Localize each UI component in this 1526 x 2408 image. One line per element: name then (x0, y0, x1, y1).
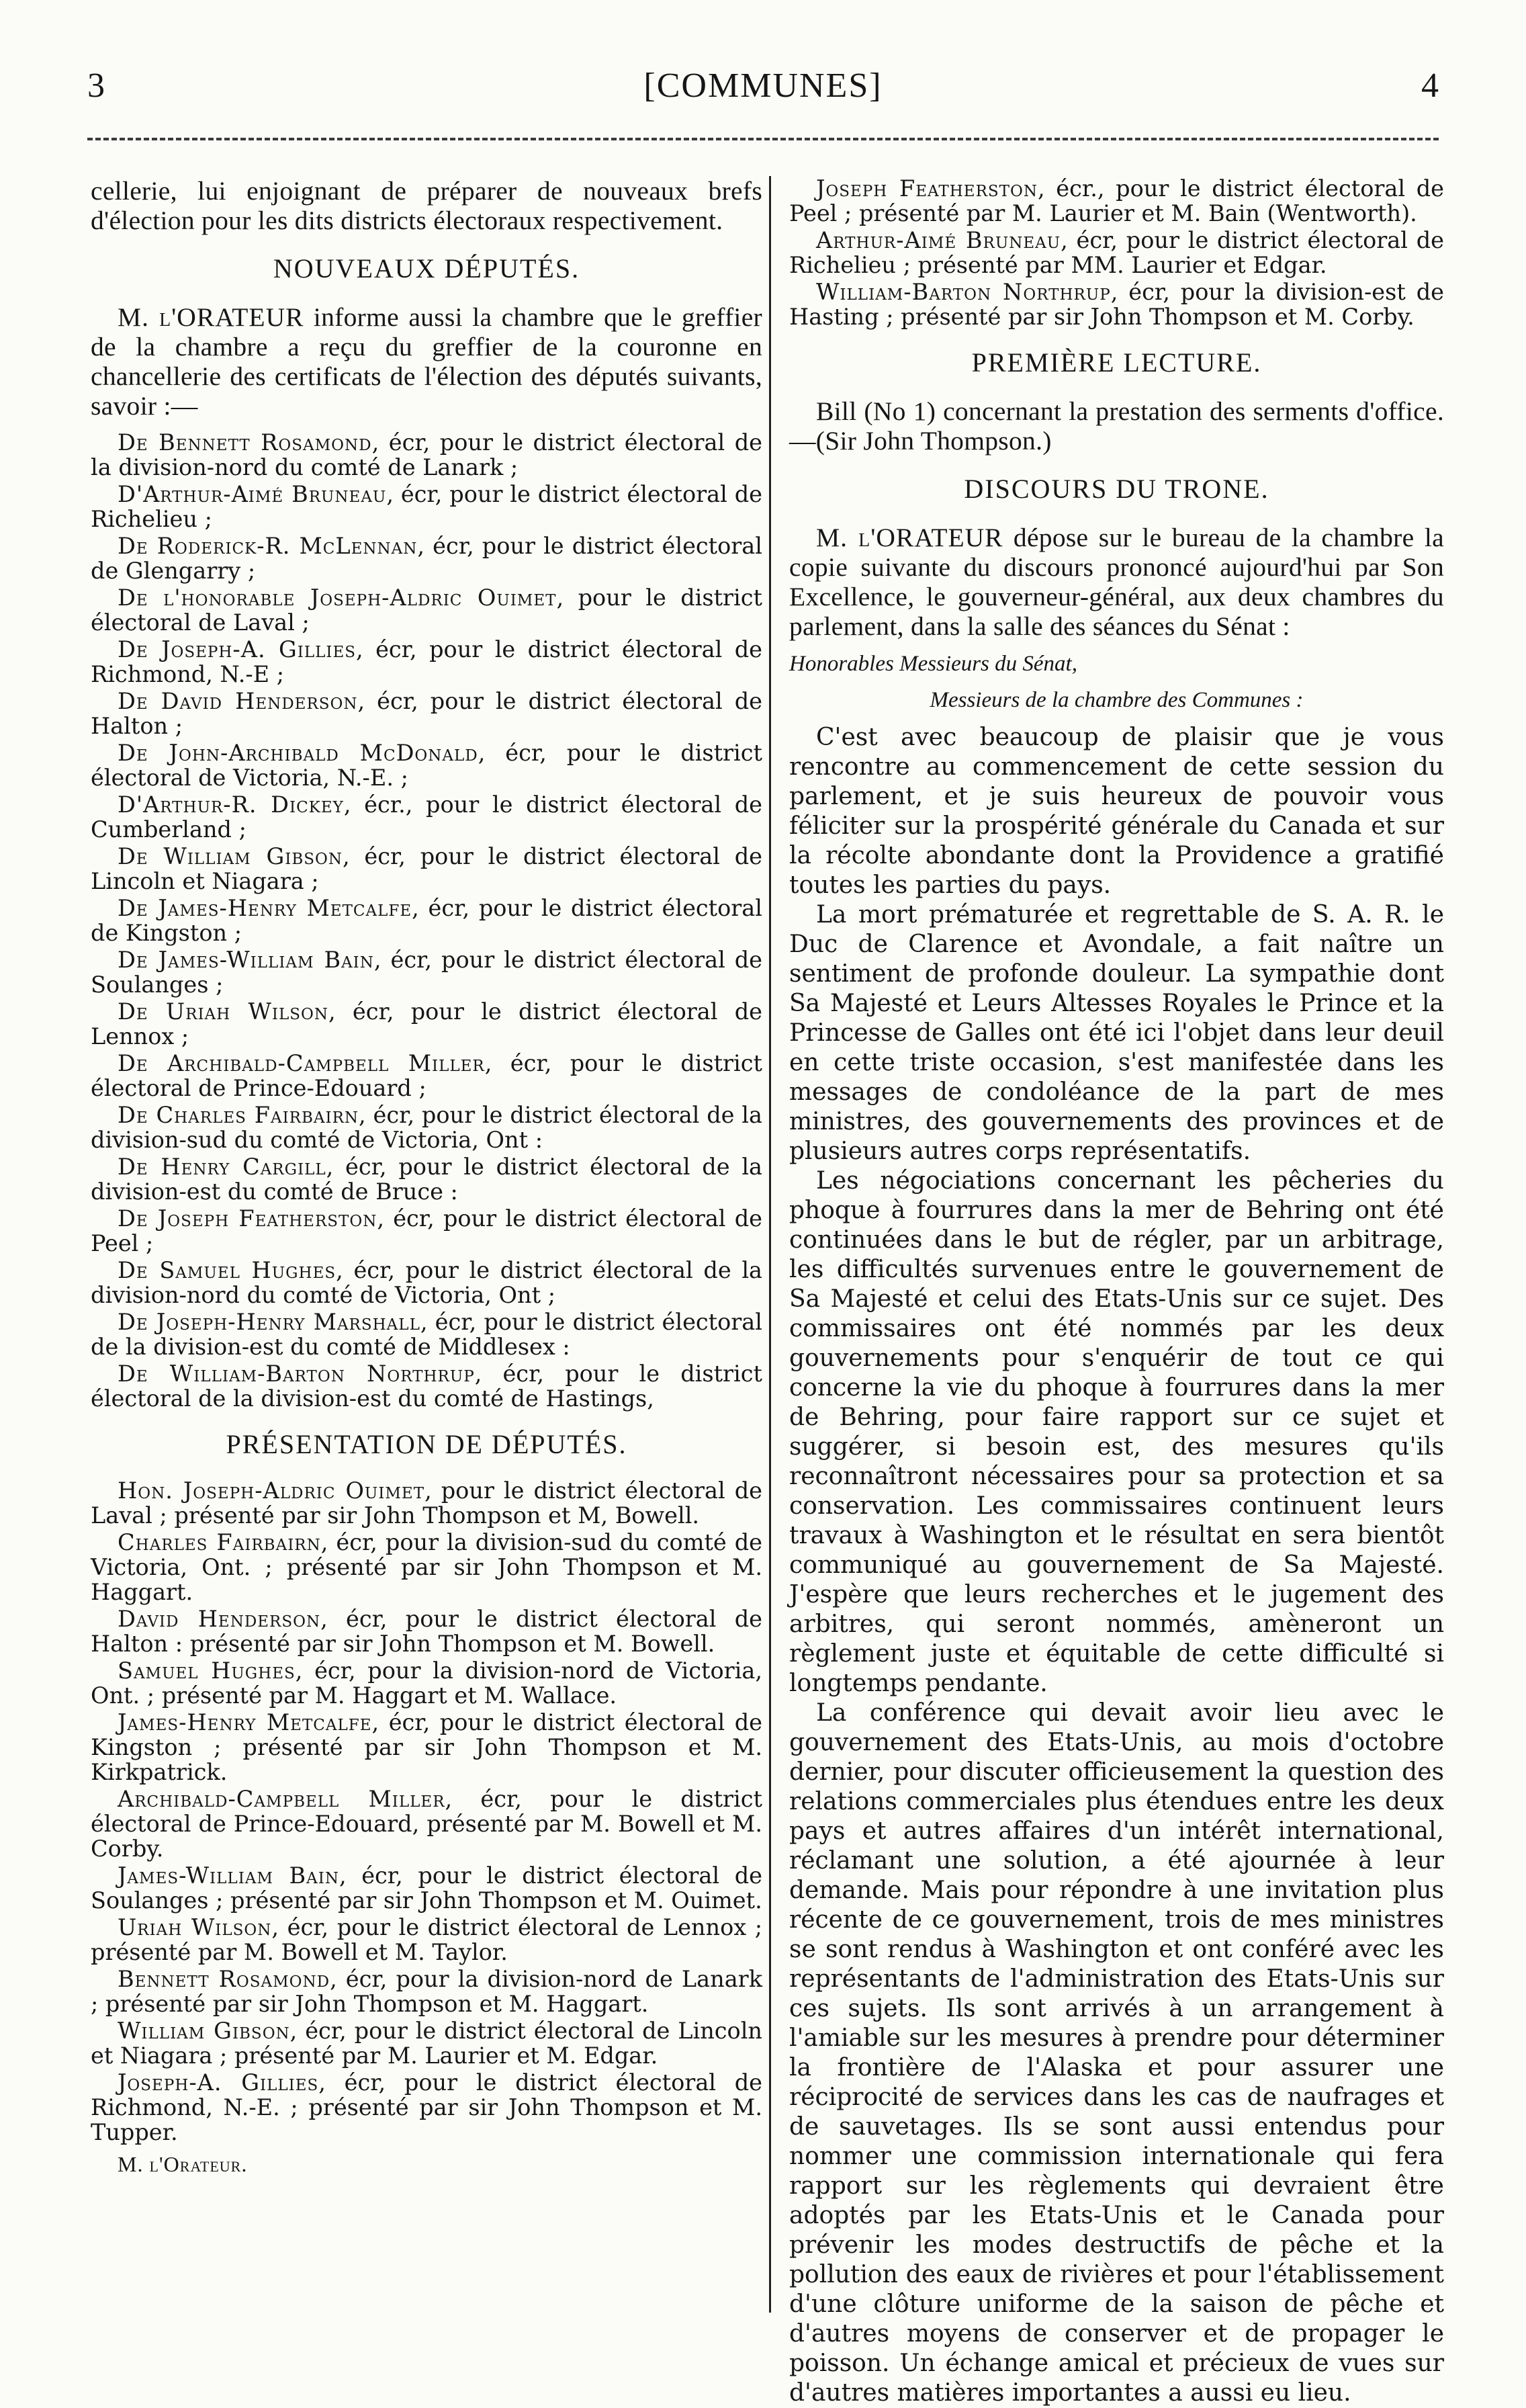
intro-paragraph: cellerie, lui enjoignant de préparer de nouveaux brefs d'élection pour les dits districts électoraux respectivement. (91, 176, 762, 235)
left-column (91, 176, 762, 2177)
list-item: De John-Archibald McDonald, écr, pour le district électoral de Victoria, N.-E. ; (91, 740, 762, 791)
list-item: D'Arthur-Aimé Bruneau, écr, pour le district électoral de Richelieu ; (91, 481, 762, 532)
list-item: Arthur-Aimé Bruneau, écr, pour le district électoral de Richelieu ; présenté par MM. Laurier et Edgar. (789, 227, 1444, 278)
list-item: David Henderson, écr, pour le district électoral de Halton : présenté par sir John Thompson et M. Bowell. (91, 1606, 762, 1657)
list-item: Charles Fairbairn, écr, pour la division-sud du comté de Victoria, Ont. ; présenté par sir John Thompson et M. Haggart. (91, 1529, 763, 1605)
list-item: James-William Bain, écr, pour le district électoral de Soulanges ; présenté par sir John Thompson et M. Ouimet. (91, 1862, 762, 1914)
list-item: De Joseph-A. Gillies, écr, pour le district électoral de Richmond, N.-E ; (91, 636, 762, 687)
list-item: De Henry Cargill, écr, pour le district électoral de la division-est du comté de Bruce : (91, 1154, 763, 1205)
orateur-name: M. l'ORATEUR (816, 523, 1003, 552)
heading-premiere-lecture: PREMIÈRE LECTURE. (971, 347, 1262, 378)
list-item: De William-Barton Northrup, écr, pour le district électoral de la division-est du comté de Hastings, (91, 1361, 762, 1412)
column-divider (769, 176, 771, 2313)
speech-paragraph: C'est avec beaucoup de plaisir que je vous rencontre au commencement de cette session du parlement, et je suis heureux de pouvoir vous féliciter sur la prospérité générale du Canada et sur la récolte abondante dont la Providence a gratifié toutes les parties du pays. (789, 724, 1444, 899)
list-item: Joseph-A. Gillies, écr, pour le district électoral de Richmond, N.-E. ; présenté par sir John Thompson et M. Tupper. (91, 2069, 762, 2145)
salutation-commons: Messieurs de la chambre des Communes : (930, 688, 1304, 712)
list-item: Archibald-Campbell Miller, écr, pour le district électoral de Prince-Edouard, présenté par M. Bowell et M. Corby. (91, 1786, 762, 1862)
list-item: De Joseph-Henry Marshall, écr, pour le district électoral de la division-est du comté de Middlesex : (91, 1309, 762, 1360)
speaker-text: informe aussi la chambre que le greffier de la chambre a reçu du greffier de la couronne en chancellerie des certificats de l'élection des députés suivants, savoir :— (91, 302, 762, 421)
page-header (87, 66, 1439, 106)
list-item: D'Arthur-R. Dickey, écr., pour le district électoral de Cumberland ; (91, 791, 762, 843)
list-item: De Roderick-R. McLennan, écr, pour le district électoral de Glengarry ; (91, 533, 762, 584)
page-number-left: 3 (87, 67, 105, 105)
heading-discours-du-trone: DISCOURS DU TRONE. (964, 474, 1269, 504)
list-item: De Archibald-Campbell Miller, écr, pour le district électoral de Prince-Edouard ; (91, 1050, 762, 1101)
list-item: De Uriah Wilson, écr, pour le district électoral de Lennox ; (91, 998, 762, 1049)
bill-paragraph: Bill (No 1) concernant la prestation des serments d'office.—(Sir John Thompson.) (789, 396, 1444, 456)
list-item: De l'honorable Joseph-Aldric Ouimet, pour le district électoral de Laval ; (91, 585, 762, 636)
list-item: De James-William Bain, écr, pour le district électoral de Soulanges ; (91, 947, 762, 998)
list-item: Bennett Rosamond, écr, pour la division-nord de Lanark ; présenté par sir John Thompson et M. Haggart. (91, 1966, 762, 2017)
running-title: [COMMUNES] (643, 67, 883, 105)
list-item: Hon. Joseph-Aldric Ouimet, pour le district électoral de Laval ; présenté par sir John Thompson et M, Bowell. (91, 1477, 762, 1529)
list-item: De Joseph Featherston, écr, pour le district électoral de Peel ; (91, 1205, 762, 1256)
speech-paragraph: La mort prématurée et regrettable de S. A. R. le Duc de Clarence et Avondale, a fait naître un sentiment de profonde douleur. La sympathie dont Sa Majesté et Leurs Altesses Royales le Prince et la Princesse de Galles ont été ici l'objet dans leur deuil en cette triste occasion, s'est manifestée dans les messages de condoléance de la part de mes ministres, des gouvernements des provinces et de plusieurs autres corps représentatifs. (789, 901, 1444, 1165)
orateur-text: dépose sur le bureau de la chambre la copie suivante du discours prononcé aujourd'hui par Son Excellence, le gouverneur-général, aux deux chambres du parlement, dans la salle des séances du Sénat : (789, 523, 1444, 641)
list-item: De David Henderson, écr, pour le district électoral de Halton ; (91, 688, 762, 739)
right-column (789, 176, 1444, 2408)
list-item: Joseph Featherston, écr., pour le district électoral de Peel ; présenté par M. Laurier et M. Bain (Wentworth). (789, 175, 1445, 226)
orateur-paragraph (789, 523, 1444, 641)
heading-presentation-deputes: PRÉSENTATION DE DÉPUTÉS. (226, 1429, 627, 1459)
header-rule (87, 138, 1439, 140)
throne-speech (789, 723, 1444, 2408)
heading-nouveaux-deputes: NOUVEAUX DÉPUTÉS. (273, 253, 580, 284)
page-number-right: 4 (1421, 67, 1439, 105)
list-item: De James-Henry Metcalfe, écr, pour le district électoral de Kingston ; (91, 895, 762, 946)
speaker-announcement (91, 302, 762, 421)
list-item: De Bennett Rosamond, écr, pour le district électoral de la division-nord du comté de Lanark ; (91, 429, 762, 480)
list-item: William Gibson, écr, pour le district électoral de Lincoln et Niagara ; présenté par M. Laurier et M. Edgar. (91, 2018, 762, 2069)
list-item: Uriah Wilson, écr, pour le district électoral de Lennox ; présenté par M. Bowell et M. Taylor. (91, 1914, 762, 1965)
speaker-name: M. l'ORATEUR (118, 302, 304, 332)
speech-paragraph: La conférence qui devait avoir lieu avec le gouvernement des Etats-Unis, au mois d'octobre dernier, pour discuter officieusement la question des relations commerciales plus étendues entre les deux pays et autres affaires d'un intérêt international, réclamant une solution, a été ajournée à leur demande. Mais pour répondre à une invitation plus récente de ce gouvernement, trois de mes ministres se sont rendus à Washington et ont conféré avec les représentants de l'administration des Etats-Unis sur ces sujets. Ils sont arrivés à un arrangement à l'amiable sur les mesures à prendre pour déterminer la frontière de l'Alaska et pour assurer une réciprocité de services dans les cas de naufrages et de sauvetages. Ils se sont aussi entendus pour nommer une commission internationale qui fera rapport sur les règlements qui devraient être adoptés par les Etats-Unis et le Canada pour prévenir les modes destructifs de pêche et la pollution des eaux de rivières et pour l'établissement d'une clôture uniforme de la saison de pêche et d'autres moyens de conserver et de propager le poisson. Un échange amical et précieux de vues sur d'autres matières importantes a aussi eu lieu. (789, 1699, 1444, 2407)
list-item: De Charles Fairbairn, écr, pour le district électoral de la division-sud du comté de Victoria, Ont : (91, 1102, 762, 1153)
list-item: James-Henry Metcalfe, écr, pour le district électoral de Kingston ; présenté par sir John Thompson et M. Kirkpatrick. (91, 1709, 762, 1785)
list-item: Samuel Hughes, écr, pour la division-nord de Victoria, Ont. ; présenté par M. Haggart et M. Wallace. (91, 1658, 762, 1709)
list-item: William-Barton Northrup, écr, pour la division-est de Hasting ; présenté par sir John Thompson et M. Corby. (789, 279, 1444, 330)
presentations-continued (789, 176, 1444, 329)
list-item: De Samuel Hughes, écr, pour le district électoral de la division-nord du comté de Victoria, Ont ; (91, 1257, 763, 1308)
deputies-list (91, 430, 762, 1411)
speaker-footer: M. l'Orateur. (118, 2152, 248, 2176)
list-item: De William Gibson, écr, pour le district électoral de Lincoln et Niagara ; (91, 843, 762, 894)
salutation-senate: Honorables Messieurs du Sénat, (789, 652, 1077, 676)
speech-paragraph: Les négociations concernant les pêcheries du phoque à fourrures dans la mer de Behring ont été continuées dans le but de régler, par un arbitrage, les difficultés survenues entre le gouvernement de Sa Majesté et celui des Etats-Unis sur ce sujet. Des commissaires ont été nommés par les deux gouvernements pour s'enquérir de tout ce qui concerne la vie du phoque à fourrures dans la mer de Behring, pour faire rapport sur ce sujet et suggérer, si besoin est, des mesures qu'ils reconnaîtront nécessaires pour sa protection et sa conservation. Les commissaires continuent leurs travaux à Washington et le résultat en sera bientôt communiqué au gouvernement de Sa Majesté. J'espère que leurs recherches et le jugement des arbitres, qui seront nommés, amèneront un règlement juste et équitable de cette difficulté si longtemps pendante. (789, 1167, 1444, 1697)
presentations-list (91, 1478, 762, 2145)
